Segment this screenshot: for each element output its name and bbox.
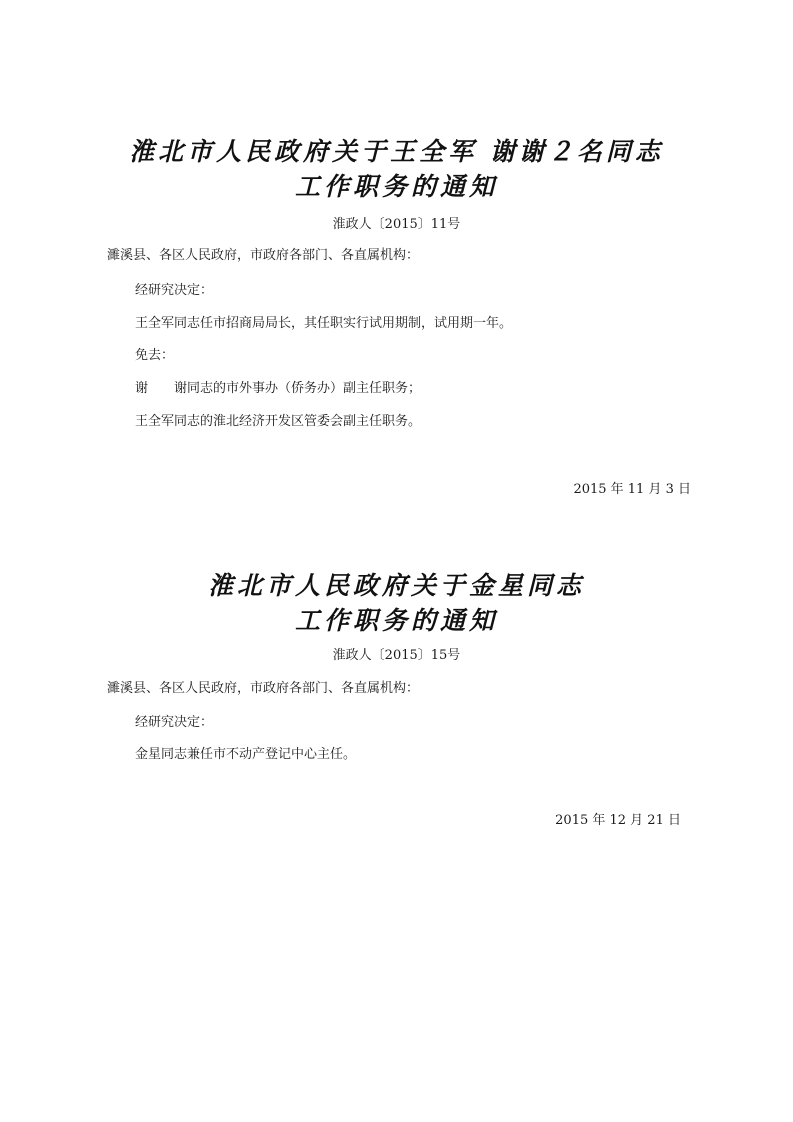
notice-1-paragraph: 王全军同志的淮北经济开发区管委会副主任职务。: [135, 414, 422, 429]
notice-1-date: 2015 年 11 月 3 日: [573, 482, 691, 497]
notice-1-doc-number: 淮政人〔2015〕11号: [332, 217, 461, 232]
notice-1-paragraph: 经研究决定：: [135, 283, 214, 298]
notice-2-paragraph: 金星同志兼任市不动产登记中心主任。: [135, 747, 357, 762]
notice-1-title-line1: 淮北市人民政府关于王全军 谢谢２名同志: [129, 137, 664, 166]
notice-2-paragraph: 经研究决定：: [135, 715, 214, 730]
notice-2-addressee: 濉溪县、各区人民政府，市政府各部门、各直属机构：: [107, 681, 420, 696]
notice-1-paragraph: 谢 谢同志的市外事办（侨务办）副主任职务；: [135, 381, 422, 396]
notice-2-title-line2: 工作职务的通知: [294, 606, 498, 635]
notice-1-paragraph: 王全军同志任市招商局局长，其任职实行试用期制，试用期一年。: [135, 316, 513, 331]
notice-1-addressee: 濉溪县、各区人民政府，市政府各部门、各直属机构：: [107, 248, 420, 263]
notice-1-paragraph: 免去：: [135, 348, 175, 363]
notice-2-doc-number: 淮政人〔2015〕15号: [332, 648, 461, 663]
notice-2-date: 2015 年 12 月 21 日: [555, 813, 681, 828]
notice-1-title-line2: 工作职务的通知: [294, 172, 498, 201]
notice-2-title-line1: 淮北市人民政府关于金星同志: [207, 571, 585, 600]
